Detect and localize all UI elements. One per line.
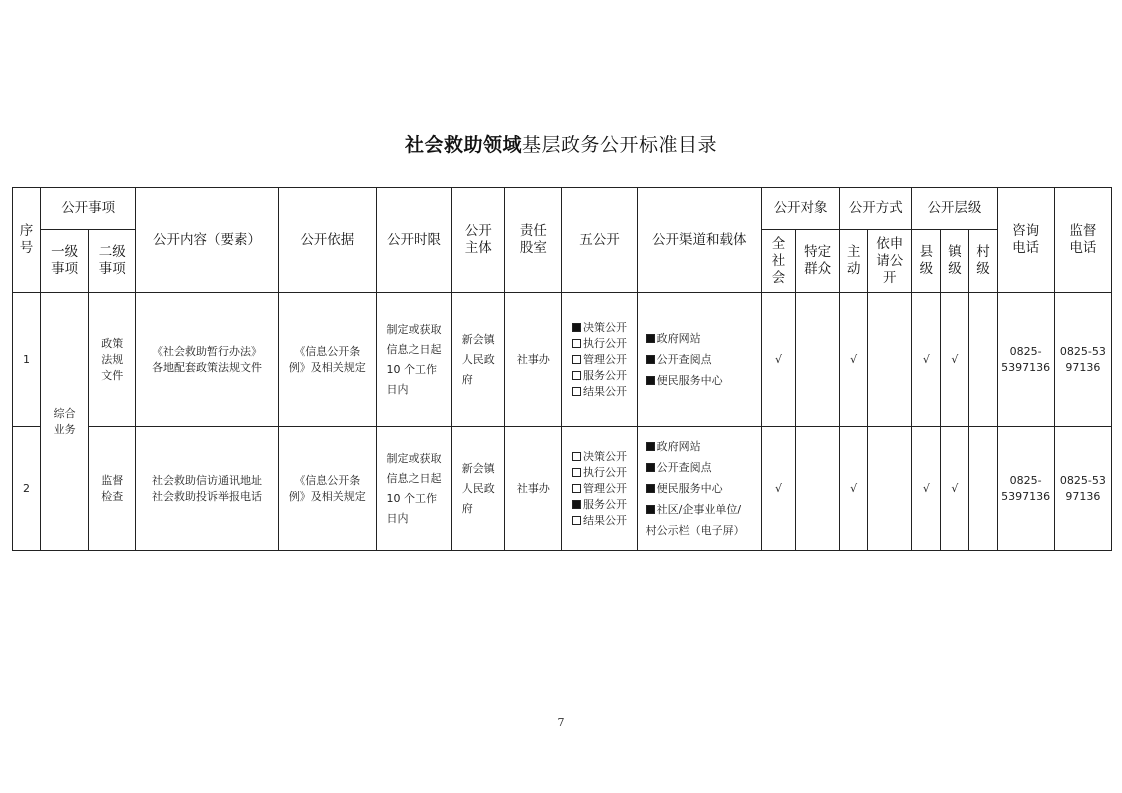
row-five: 决策公开 执行公开 管理公开 服务公开 结果公开 xyxy=(562,427,637,551)
row-subject: 新会镇 人民政 府 xyxy=(452,293,505,427)
checkbox-empty-icon xyxy=(572,387,581,396)
row-dept: 社事办 xyxy=(505,427,562,551)
checkbox-empty-icon xyxy=(572,484,581,493)
header-basis: 公开依据 xyxy=(278,188,376,293)
bullet-square-icon xyxy=(646,334,655,343)
row-target-specific xyxy=(796,293,840,427)
checkbox-empty-icon xyxy=(572,516,581,525)
row-seq: 1 xyxy=(13,293,41,427)
page-number: 7 xyxy=(557,716,565,729)
row-target-all: √ xyxy=(761,293,795,427)
row-five: 决策公开 执行公开 管理公开 服务公开 结果公开 xyxy=(562,293,637,427)
header-level2: 二级事项 xyxy=(89,230,136,293)
row-method-active: √ xyxy=(840,427,868,551)
header-content: 公开内容（要素） xyxy=(136,188,278,293)
row-level2: 监督检查 xyxy=(89,427,136,551)
header-method: 公开方式 xyxy=(840,188,912,230)
row-level-county: √ xyxy=(912,427,941,551)
bullet-square-icon xyxy=(646,484,655,493)
header-consult: 咨询电话 xyxy=(997,188,1054,293)
header-method-active: 主动 xyxy=(840,230,868,293)
row-method-apply xyxy=(868,293,912,427)
row-dept: 社事办 xyxy=(505,293,562,427)
bullet-square-icon xyxy=(646,376,655,385)
title-rest: 基层政务公开标准目录 xyxy=(522,134,718,156)
header-target-specific: 特定群众 xyxy=(796,230,840,293)
row-level-town: √ xyxy=(941,427,969,551)
row-basis: 《信息公开条 例》及相关规定 xyxy=(278,427,376,551)
header-method-apply: 依申请公开 xyxy=(868,230,912,293)
row-channels: 政府网站 公开查阅点 便民服务中心 社区/企事业单位/ 村公示栏（电子屏） xyxy=(637,427,761,551)
header-level-county: 县级 xyxy=(912,230,941,293)
row-target-specific xyxy=(796,427,840,551)
header-seq: 序号 xyxy=(13,188,41,293)
checkbox-empty-icon xyxy=(572,355,581,364)
header-channel: 公开渠道和载体 xyxy=(637,188,761,293)
header-supervise: 监督电话 xyxy=(1054,188,1111,293)
title-bold: 社会救助领域 xyxy=(404,134,522,156)
row-target-all: √ xyxy=(761,427,795,551)
header-level: 公开层级 xyxy=(912,188,997,230)
table-row xyxy=(13,293,1112,427)
row-content: 《社会救助暂行办法》 各地配套政策法规文件 xyxy=(136,293,278,427)
header-target: 公开对象 xyxy=(761,188,839,230)
checkbox-empty-icon xyxy=(572,452,581,461)
row-basis: 《信息公开条 例》及相关规定 xyxy=(278,293,376,427)
row-level2: 政策法规文件 xyxy=(89,293,136,427)
checkbox-checked-icon xyxy=(572,323,581,332)
row-time-limit: 制定或获取 信息之日起 10 个工作 日内 xyxy=(376,427,451,551)
checkbox-empty-icon xyxy=(572,339,581,348)
header-level-village: 村级 xyxy=(969,230,997,293)
category-cell: 综合业务 xyxy=(41,293,89,551)
row-channels: 政府网站 公开查阅点 便民服务中心 xyxy=(637,293,761,427)
row-subject: 新会镇 人民政 府 xyxy=(452,427,505,551)
bullet-square-icon xyxy=(646,505,655,514)
header-target-all: 全社会 xyxy=(761,230,795,293)
header-subject: 公开主体 xyxy=(452,188,505,293)
header-dept: 责任股室 xyxy=(505,188,562,293)
row-level-village xyxy=(969,427,997,551)
header-items: 公开事项 xyxy=(41,188,136,230)
checkbox-checked-icon xyxy=(572,500,581,509)
row-consult: 0825- 5397136 xyxy=(997,427,1054,551)
page-title xyxy=(0,130,1122,157)
row-level-town: √ xyxy=(941,293,969,427)
checkbox-empty-icon xyxy=(572,468,581,477)
row-level-village xyxy=(969,293,997,427)
bullet-square-icon xyxy=(646,463,655,472)
header-level1: 一级事项 xyxy=(41,230,89,293)
checkbox-empty-icon xyxy=(572,371,581,380)
row-seq: 2 xyxy=(13,427,41,551)
header-five: 五公开 xyxy=(562,188,637,293)
row-time-limit: 制定或获取 信息之日起 10 个工作 日内 xyxy=(376,293,451,427)
row-supervise: 0825-53 97136 xyxy=(1054,427,1111,551)
table-row xyxy=(13,427,1112,551)
row-supervise: 0825-53 97136 xyxy=(1054,293,1111,427)
header-time-limit: 公开时限 xyxy=(376,188,451,293)
row-method-active: √ xyxy=(840,293,868,427)
header-level-town: 镇级 xyxy=(941,230,969,293)
row-level-county: √ xyxy=(912,293,941,427)
row-content: 社会救助信访通讯地址 社会救助投诉举报电话 xyxy=(136,427,278,551)
row-consult: 0825- 5397136 xyxy=(997,293,1054,427)
catalog-table xyxy=(12,187,1112,551)
row-method-apply xyxy=(868,427,912,551)
bullet-square-icon xyxy=(646,442,655,451)
bullet-square-icon xyxy=(646,355,655,364)
